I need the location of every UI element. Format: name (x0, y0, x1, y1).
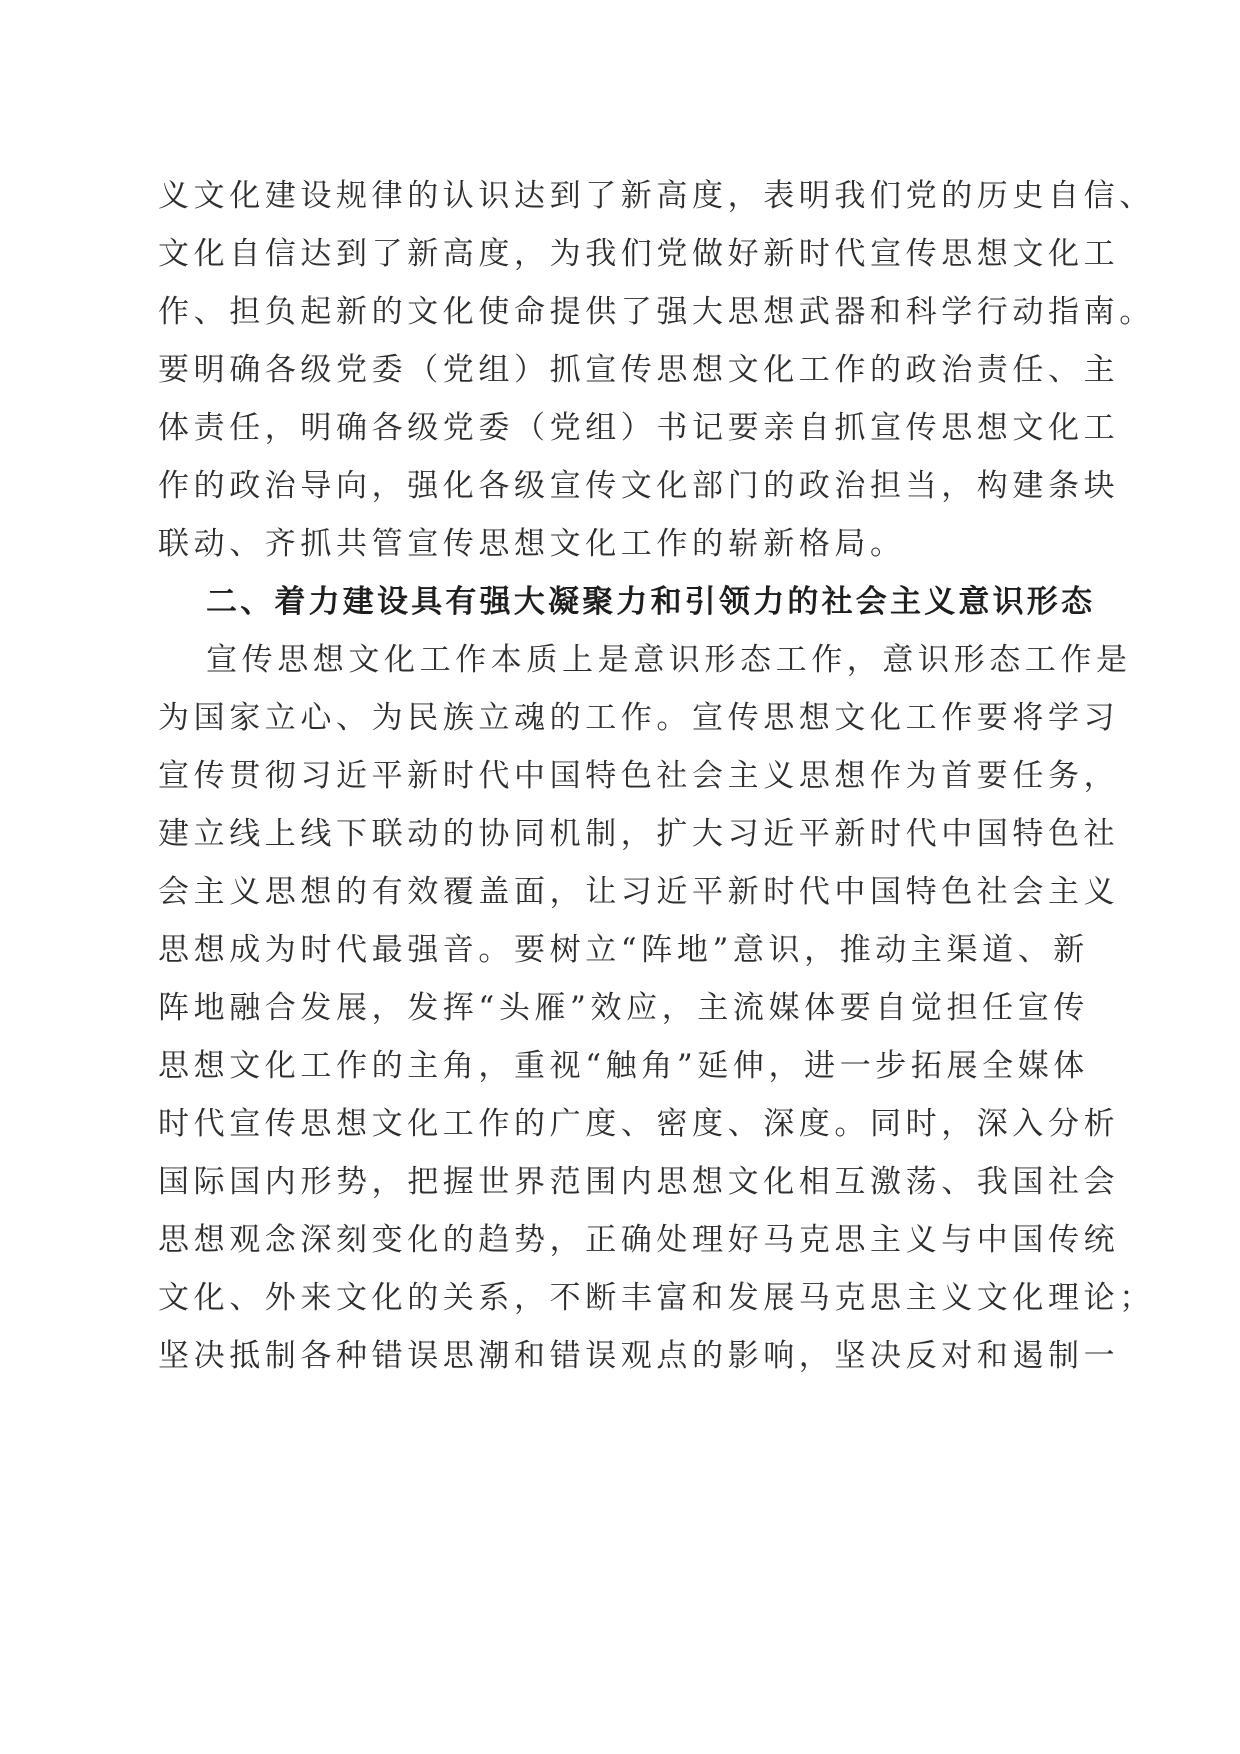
paragraph-line: 要明确各级党委（党组）抓宣传思想文化工作的政治责任、主 (158, 352, 1120, 388)
paragraph-line: 会主义思想的有效覆盖面，让习近平新时代中国特色社会主义 (158, 874, 1120, 910)
paragraph-line: 坚决抵制各种错误思潮和错误观点的影响，坚决反对和遏制一 (158, 1338, 1120, 1374)
paragraph-line: 思想成为时代最强音。要树立“阵地”意识，推动主渠道、新 (158, 932, 1089, 968)
paragraph-line: 作、担负起新的文化使命提供了强大思想武器和科学行动指南。 (158, 294, 1155, 330)
section-heading: 二、着力建设具有强大凝聚力和引领力的社会主义意识形态 (206, 584, 1096, 620)
paragraph-line: 文化自信达到了新高度，为我们党做好新时代宣传思想文化工 (158, 236, 1120, 272)
paragraph-line: 联动、齐抓共管宣传思想文化工作的崭新格局。 (158, 526, 906, 562)
paragraph-line: 思想文化工作的主角，重视“触角”延伸，进一步拓展全媒体 (158, 1048, 1089, 1084)
paragraph-line: 建立线上线下联动的协同机制，扩大习近平新时代中国特色社 (158, 816, 1120, 852)
paragraph-line: 思想观念深刻变化的趋势，正确处理好马克思主义与中国传统 (158, 1222, 1120, 1258)
paragraph-line: 阵地融合发展，发挥“头雁”效应，主流媒体要自觉担任宣传 (158, 990, 1089, 1026)
paragraph-line: 国际国内形势，把握世界范围内思想文化相互激荡、我国社会 (158, 1164, 1120, 1200)
paragraph-line: 时代宣传思想文化工作的广度、密度、深度。同时，深入分析 (158, 1106, 1120, 1142)
paragraph-line: 为国家立心、为民族立魂的工作。宣传思想文化工作要将学习 (158, 700, 1120, 736)
paragraph-line: 作的政治导向，强化各级宣传文化部门的政治担当，构建条块 (158, 468, 1120, 504)
paragraph-line: 宣传贯彻习近平新时代中国特色社会主义思想作为首要任务， (158, 758, 1120, 794)
paragraph-line: 文化、外来文化的关系，不断丰富和发展马克思主义文化理论； (158, 1280, 1155, 1316)
paragraph-line: 义文化建设规律的认识达到了新高度，表明我们党的历史自信、 (158, 178, 1155, 214)
paragraph-line: 宣传思想文化工作本质上是意识形态工作，意识形态工作是 (206, 642, 1132, 678)
paragraph-line: 体责任，明确各级党委（党组）书记要亲自抓宣传思想文化工 (158, 410, 1120, 446)
